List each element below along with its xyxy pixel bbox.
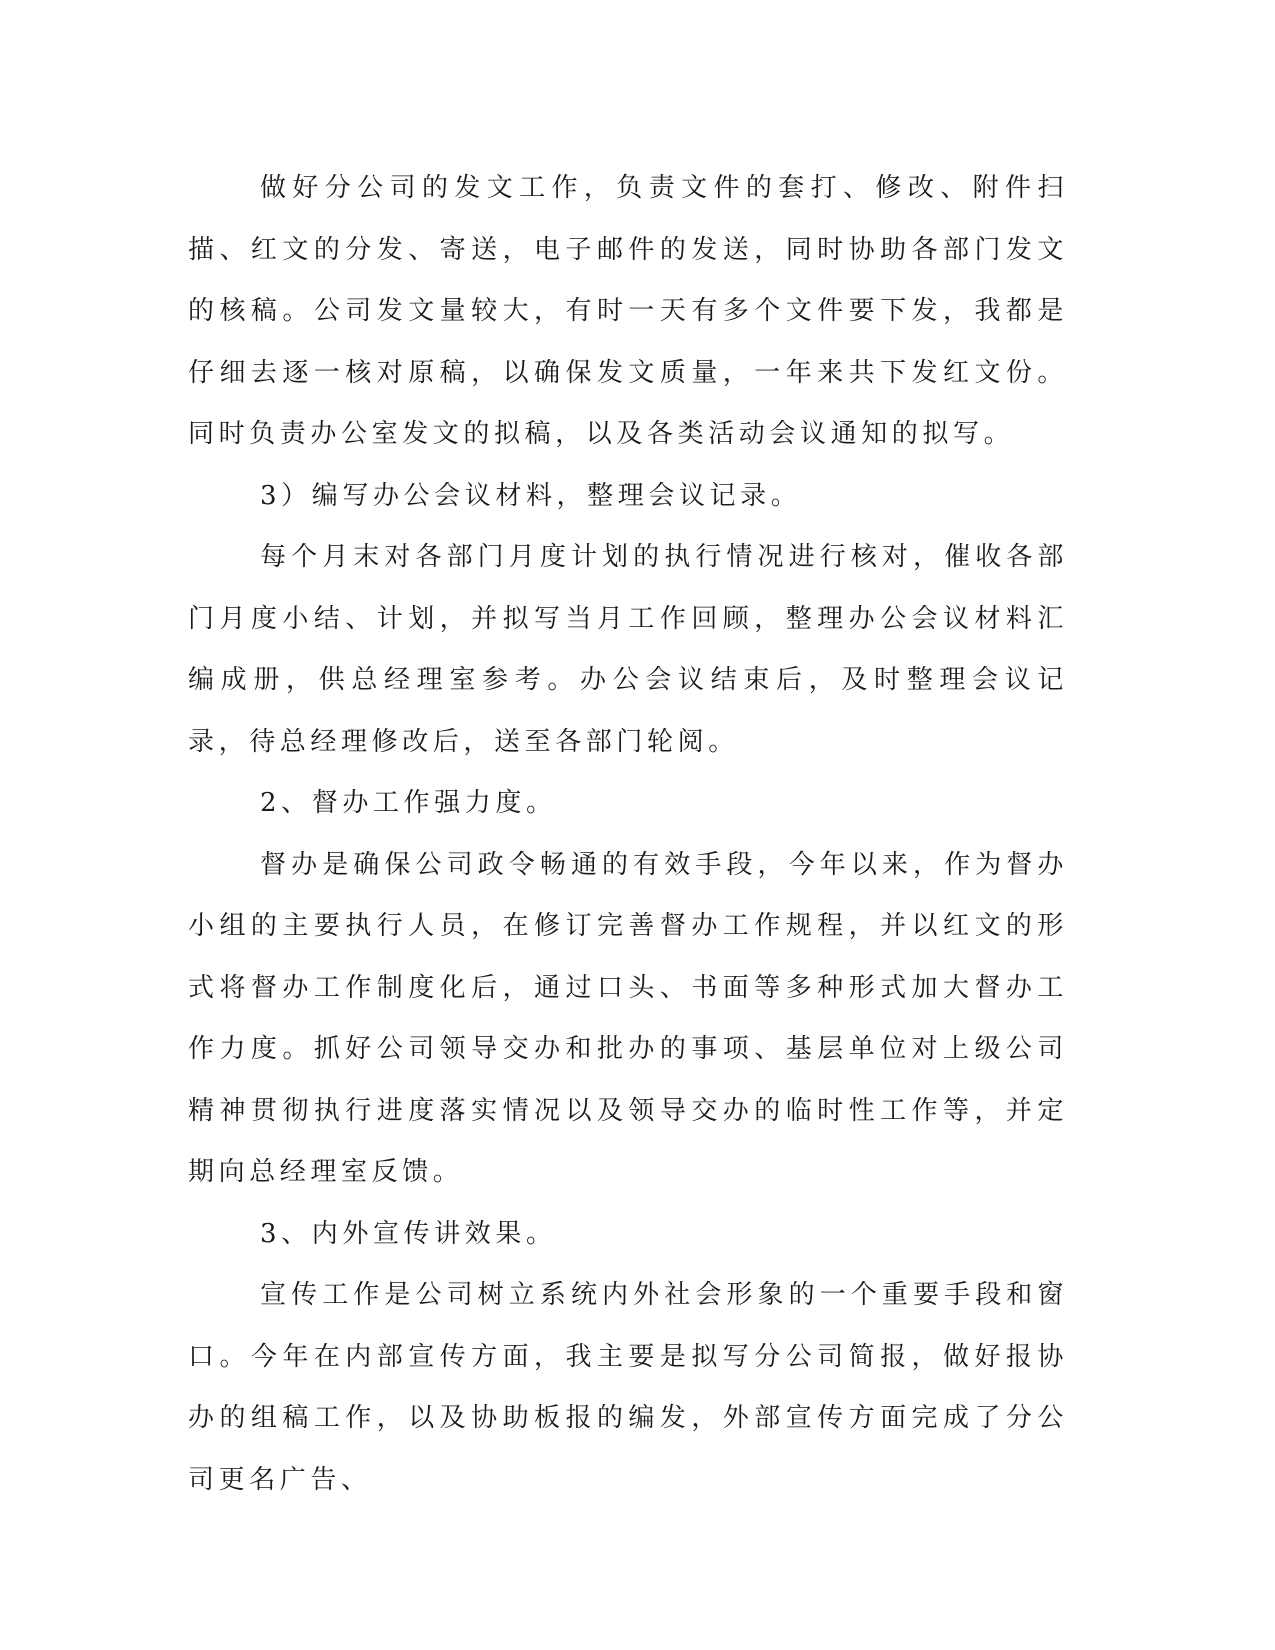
paragraph-publicity-work: 宣传工作是公司树立系统内外社会形象的一个重要手段和窗口。今年在内部宣传方面，我主要是拟写分公司简报，做好报协办的组稿工作，以及协助板报的编发，外部宣传方面完成了分公司更名广告、: [188, 1280, 1068, 1495]
paragraph-supervision-work: 督办是确保公司政令畅通的有效手段，今年以来，作为督办小组的主要执行人员，在修订完善督办工作规程，并以红文的形式将督办工作制度化后，通过口头、书面等多种形式加大督办工作力度。抓好公司领导交办和批办的事项、基层单位对上级公司精神贯彻执行进度落实情况以及领导交办的临时性工作等，并定期向总经理室反馈。: [188, 849, 1068, 1187]
paragraph-heading-meeting-materials: 3）编写办公会议材料，整理会议记录。: [260, 480, 802, 511]
paragraph-heading-supervision: 2、督办工作强力度。: [260, 788, 557, 818]
paragraph-heading-publicity: 3、内外宣传讲效果。: [260, 1218, 557, 1249]
paragraph-dispatch-work: 做好分公司的发文工作，负责文件的套打、修改、附件扫描、红文的分发、寄送，电子邮件的发送，同时协助各部门发文的核稿。公司发文量较大，有时一天有多个文件要下发，我都是仔细去逐一核对原稿，以确保发文质量，一年来共下发红文份。同时负责办公室发文的拟稿，以及各类活动会议通知的拟写。: [188, 173, 1068, 449]
paragraph-monthly-review: 每个月末对各部门月度计划的执行情况进行核对，催收各部门月度小结、计划，并拟写当月工作回顾，整理办公会议材料汇编成册，供总经理室参考。办公会议结束后，及时整理会议记录，待总经理修改后，送至各部门轮阅。: [188, 542, 1068, 757]
document-body: [188, 158, 1068, 1511]
